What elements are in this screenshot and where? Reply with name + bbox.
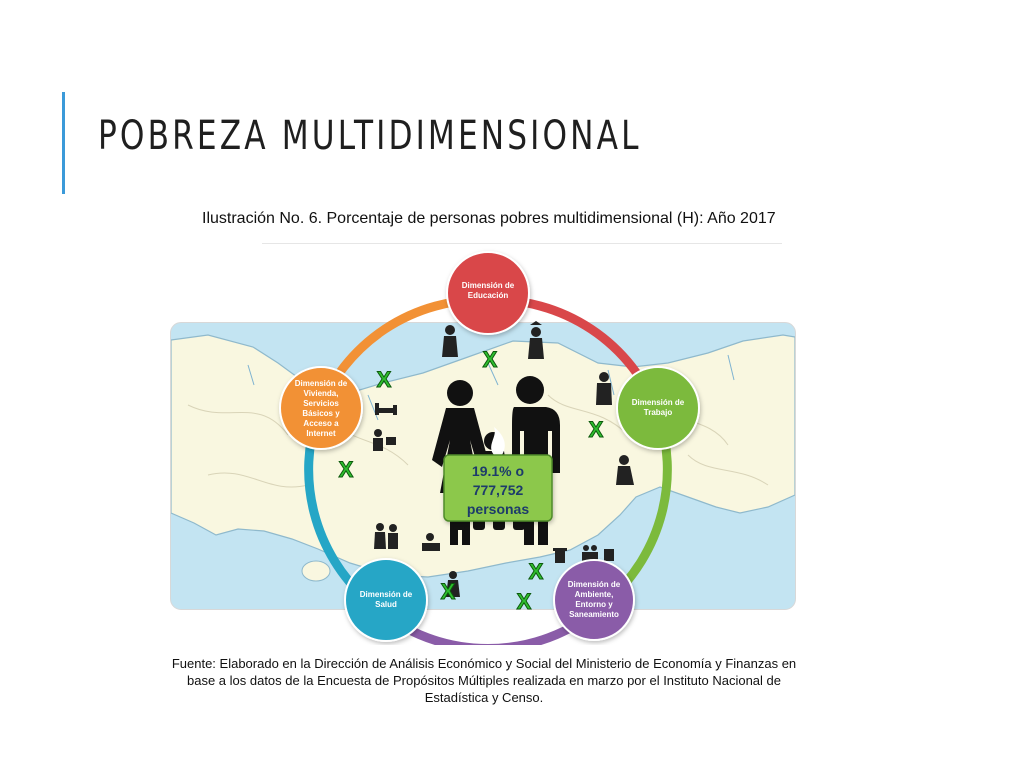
source-note: Fuente: Elaborado en la Dirección de Análisis Económico y Social del Ministerio de Economía y Finanzas en base a los datos de la Encuesta de Propósitos Múltiples realizada en marzo por el Instituto Nacional de Estadística y Censo.	[171, 656, 797, 705]
trash-icon	[553, 548, 567, 563]
deprivation-x-icon: X	[588, 417, 604, 442]
dimension-node-ambiente	[554, 560, 634, 640]
figure-caption: Ilustración No. 6. Porcentaje de personas pobres multidimensional (H): Año 2017	[202, 210, 776, 227]
dimension-ambiente-line4: Saneamiento	[569, 610, 619, 619]
dimension-vivienda-line2: Vivienda,	[303, 389, 339, 398]
dimension-vivienda-line4: Básicos y	[302, 409, 340, 418]
dimension-node-trabajo	[617, 367, 699, 449]
poverty-total-percent: 19.1% o	[471, 463, 525, 479]
dimension-ambiente-line3: Entorno y	[575, 600, 613, 609]
title-accent-bar	[62, 92, 65, 194]
dimension-trabajo-line2: Trabajo	[643, 408, 673, 417]
deprivation-x-icon: X	[482, 347, 498, 372]
dimension-vivienda-line5: Acceso a	[303, 419, 339, 428]
deprivation-x-icon: X	[376, 367, 392, 392]
dimension-vivienda-line1: Dimensión de	[294, 379, 348, 388]
multidimensional-poverty-diagram	[168, 245, 808, 645]
poverty-total-unit: personas	[466, 501, 530, 517]
dimension-trabajo-line1: Dimensión de	[631, 398, 685, 407]
poverty-total-count: 777,752	[472, 482, 524, 498]
appliance-icon	[604, 549, 614, 561]
deprivation-x-icon: X	[338, 457, 354, 482]
slide-title: POBREZA MULTIDIMENSIONAL	[98, 113, 642, 159]
dimension-node-educacion	[447, 252, 529, 334]
dimension-vivienda-line3: Servicios	[303, 399, 339, 408]
poverty-total-box	[444, 455, 552, 521]
deprivation-x-icon: X	[528, 559, 544, 584]
dimension-ambiente-line1: Dimensión de	[567, 580, 621, 589]
dimension-salud-line1: Dimensión de	[359, 590, 413, 599]
deprivation-x-icon: X	[516, 589, 532, 614]
dimension-ambiente-line2: Ambiente,	[574, 590, 614, 599]
deprivation-x-icon: X	[440, 579, 456, 604]
caption-divider	[262, 243, 782, 244]
dimension-node-salud	[345, 559, 427, 641]
dimension-educacion-line2: Educación	[467, 291, 509, 300]
dimension-salud-line2: Salud	[375, 600, 397, 609]
dimension-educacion-line1: Dimensión de	[461, 281, 515, 290]
dimension-node-vivienda	[280, 367, 362, 449]
dimension-vivienda-line6: Internet	[306, 429, 336, 438]
